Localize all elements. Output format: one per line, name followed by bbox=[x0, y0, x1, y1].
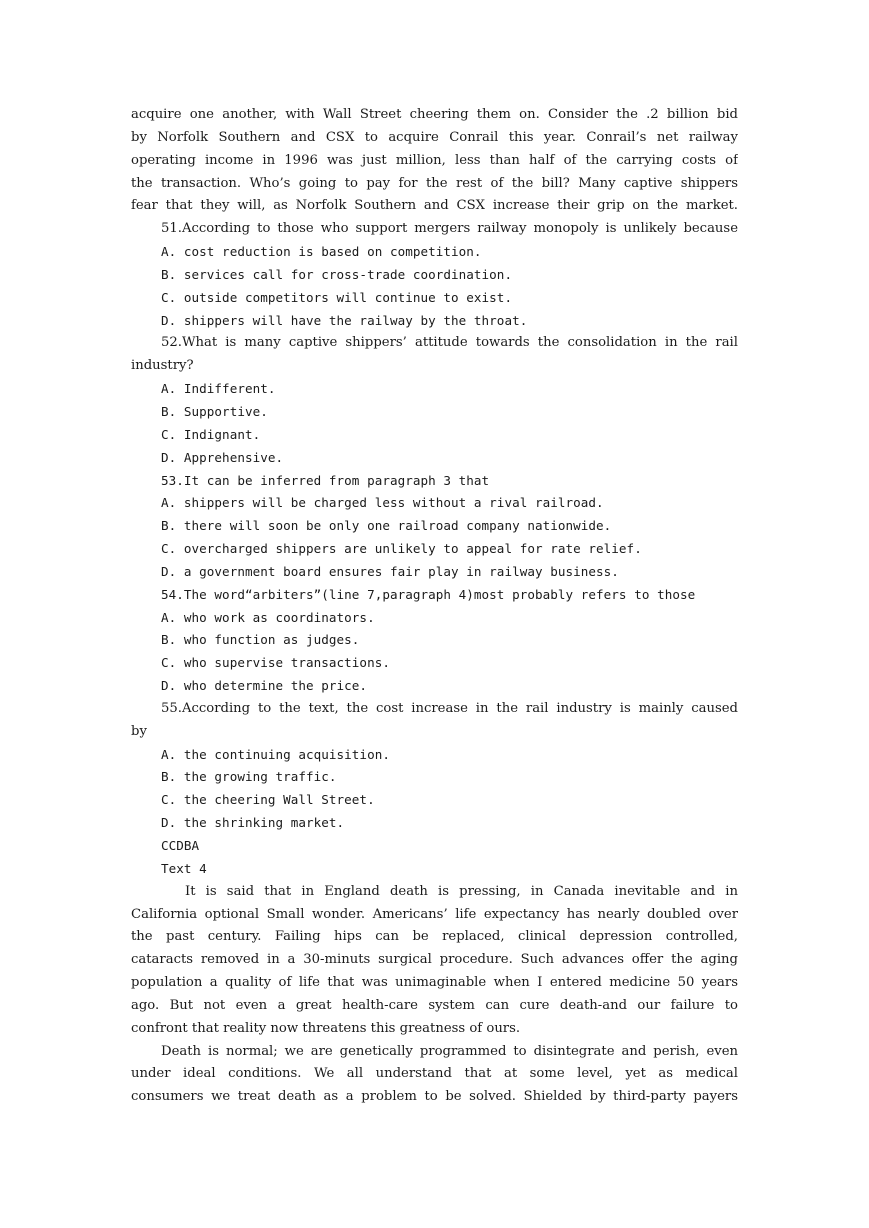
option-54-a: A. who work as coordinators. bbox=[161, 609, 375, 625]
passage-line: fear that they will, as Norfolk Southern and CSX increase their grip on the market. bbox=[131, 198, 738, 214]
option-55-a: A. the continuing acquisition. bbox=[161, 746, 390, 762]
section-heading: Text 4 bbox=[161, 860, 207, 876]
document-body bbox=[131, 104, 738, 1109]
paragraph-line: Death is normal; we are genetically programmed to disintegrate and perish, even bbox=[161, 1043, 738, 1059]
paragraph-line: under ideal conditions. We all understand that at some level, yet as medical bbox=[131, 1066, 738, 1082]
option-53-a: A. shippers will be charged less without a rival railroad. bbox=[161, 495, 604, 511]
paragraph-line: ago. But not even a great health-care system can cure death-and our failure to bbox=[131, 997, 738, 1013]
option-55-d: D. the shrinking market. bbox=[161, 815, 345, 831]
option-54-c: C. who supervise transactions. bbox=[161, 655, 390, 671]
paragraph-line: cataracts removed in a 30-minuts surgical procedure. Such advances offer the aging bbox=[131, 952, 738, 968]
option-55-c: C. the cheering Wall Street. bbox=[161, 792, 375, 808]
passage-line: operating income in 1996 was just million, less than half of the carrying costs of bbox=[131, 152, 738, 168]
passage-line: acquire one another, with Wall Street cheering them on. Consider the .2 billion bid bbox=[131, 107, 738, 122]
option-52-b: B. Supportive. bbox=[161, 403, 268, 419]
paragraph-line: confront that reality now threatens this greatness of ours. bbox=[131, 1020, 521, 1036]
option-53-c: C. overcharged shippers are unlikely to appeal for rate relief. bbox=[161, 541, 642, 557]
passage-line: the transaction. Who’s going to pay for the rest of the bill? Many captive shippers bbox=[131, 175, 738, 191]
question-52-continued: industry? bbox=[131, 358, 194, 374]
option-53-d: D. a government board ensures fair play in railway business. bbox=[161, 563, 619, 579]
question-52: 52.What is many captive shippers’ attitude towards the consolidation in the rail bbox=[161, 335, 738, 351]
option-51-b: B. services call for cross-trade coordination. bbox=[161, 266, 513, 282]
passage-line: by Norfolk Southern and CSX to acquire Conrail this year. Conrail’s net railway bbox=[131, 129, 738, 145]
paragraph-line: consumers we treat death as a problem to be solved. Shielded by third-party payers bbox=[131, 1089, 738, 1105]
option-53-b: B. there will soon be only one railroad company nationwide. bbox=[161, 518, 612, 534]
option-51-d: D. shippers will have the railway by the throat. bbox=[161, 312, 528, 328]
paragraph-line: population a quality of life that was unimaginable when I entered medicine 50 years bbox=[131, 975, 738, 991]
question-53: 53.It can be inferred from paragraph 3 that bbox=[161, 472, 490, 488]
paragraph-line: the past century. Failing hips can be replaced, clinical depression controlled, bbox=[131, 929, 738, 945]
option-55-b: B. the growing traffic. bbox=[161, 769, 337, 785]
answer-key: CCDBA bbox=[161, 838, 200, 853]
option-52-a: A. Indifferent. bbox=[161, 381, 276, 397]
option-51-c: C. outside competitors will continue to exist. bbox=[161, 289, 513, 305]
option-54-b: B. who function as judges. bbox=[161, 632, 360, 648]
question-55-continued: by bbox=[131, 723, 147, 739]
option-52-c: C. Indignant. bbox=[161, 426, 261, 442]
option-54-d: D. who determine the price. bbox=[161, 678, 368, 694]
paragraph-line: California optional Small wonder. Americans’ life expectancy has nearly doubled over bbox=[131, 906, 738, 922]
option-51-a: A. cost reduction is based on competition. bbox=[161, 244, 482, 260]
question-51: 51.According to those who support mergers railway monopoly is unlikely because bbox=[161, 221, 738, 237]
paragraph-line: It is said that in England death is pressing, in Canada inevitable and in bbox=[185, 883, 738, 899]
question-54: 54.The word“arbiters”(line 7,paragraph 4)most probably refers to those bbox=[161, 586, 696, 602]
option-52-d: D. Apprehensive. bbox=[161, 449, 284, 465]
question-55: 55.According to the text, the cost increase in the rail industry is mainly caused bbox=[161, 700, 738, 716]
